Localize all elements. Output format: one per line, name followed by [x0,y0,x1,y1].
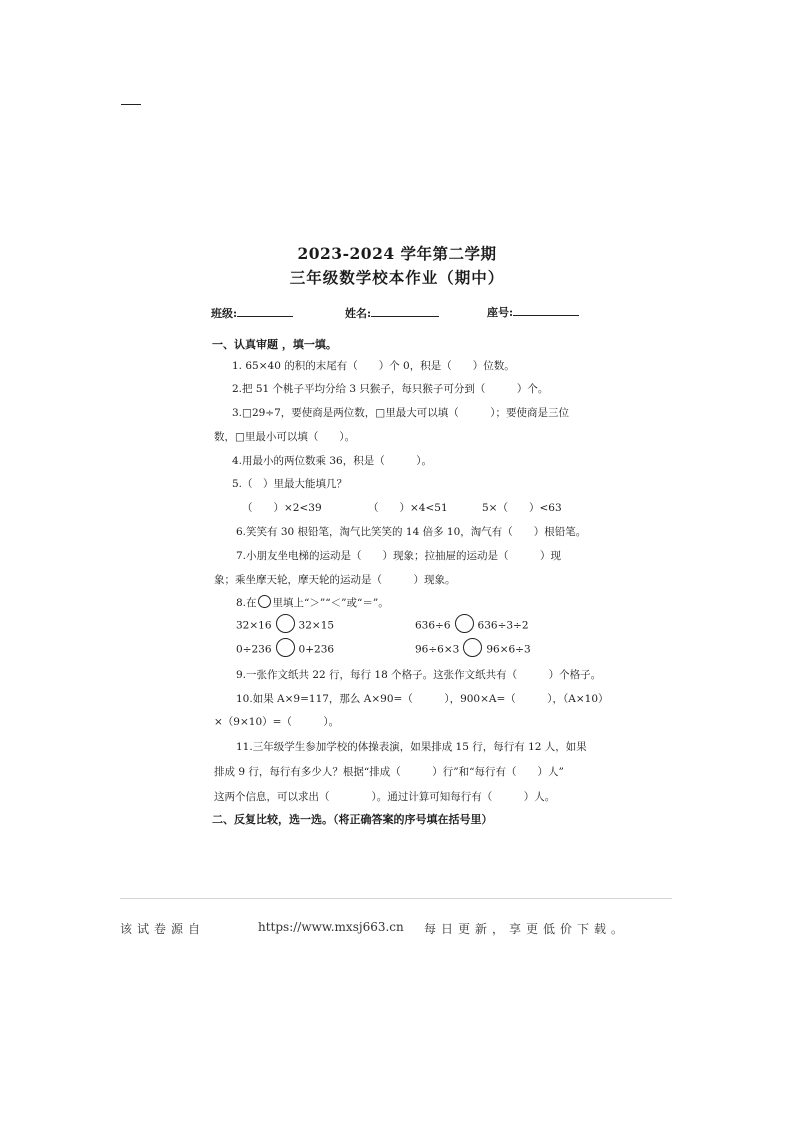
comparison-4-left: 96÷6×3 [415,643,460,656]
question-11-line2: 排成 9 行，每行有多少人？根据“排成（ ）行”和“每行有（ ）人” [214,766,564,778]
comparison-3-right: 0+236 [298,643,335,656]
question-4: 4.用最小的两位数乘 36，积是（ ）。 [232,455,432,467]
circle-icon [258,595,271,608]
question-5-item-b: （ ）×4<51 [368,502,448,514]
corner-mark [121,104,141,105]
question-8-suffix: 里填上“＞”“＜”或“＝”。 [272,597,389,609]
comparison-1 [236,618,334,633]
seat-field[interactable] [487,304,579,320]
comparison-3-circle[interactable] [276,638,295,657]
comparison-1-circle[interactable] [276,614,295,633]
class-blank[interactable] [237,307,293,317]
question-7-line1: 7.小朋友坐电梯的运动是（ ）现象；拉抽屉的运动是（ ）现 [236,550,562,562]
question-11-line1: 11.三年级学生参加学校的体操表演，如果排成 15 行，每行有 12 人，如果 [236,741,587,753]
seat-label: 座号: [487,306,514,319]
question-5: 5.（ ）里最大能填几？ [232,478,348,490]
question-8-prefix: 8.在 [236,597,257,609]
comparison-1-left: 32×16 [236,619,272,632]
comparison-2-circle[interactable] [455,614,474,633]
footer-source: 该试卷源自 [120,922,206,936]
question-10-line1: 10.如果 A×9=117，那么 A×90=（ ），900×A=（ ），（A×10） [236,693,609,705]
question-3-line2: 数，□里最小可以填（ ）。 [214,431,356,443]
section1-heading: 一、认真审题 ，填一填。 [212,338,337,351]
comparison-4 [415,642,531,657]
class-field[interactable] [211,305,293,321]
question-3-line1: 3.□29÷7，要使商是两位数，□里最大可以填（ ）；要使商是三位 [232,407,569,419]
name-label: 姓名: [345,307,372,320]
class-label: 班级: [211,307,238,320]
comparison-4-right: 96×6÷3 [486,643,531,656]
name-field[interactable] [345,305,439,321]
comparison-3-left: 0÷236 [236,643,272,656]
footer-url[interactable]: https://www.mxsj663.cn [258,920,404,934]
question-5-item-c: 5×（ ）<63 [482,502,562,514]
comparison-4-circle[interactable] [463,638,482,657]
question-5-item-a: （ ）×2<39 [242,502,322,514]
footer-divider [120,898,672,899]
section2-heading: 二、反复比较，选一选。（将正确答案的序号填在括号里） [212,813,493,826]
footer-slogan: 每日更新，享更低价下载。 [424,922,629,936]
question-2: 2.把 51 个桃子平均分给 3 只猴子，每只猴子可分到（ ）个。 [232,383,549,395]
seat-blank[interactable] [513,306,579,316]
question-8 [236,595,389,610]
page-subtitle: 三年级数学校本作业（期中） [289,268,505,287]
page-title: 2023-2024 学年第二学期 [297,244,497,263]
question-9: 9.一张作文纸共 22 行，每行 18 个格子。这张作文纸共有（ ）个格子。 [236,669,602,681]
comparison-2 [415,618,529,633]
comparison-3 [236,642,334,657]
question-11-line3: 这两个信息，可以求出（ ）。通过计算可知每行有（ ）人。 [214,791,556,803]
comparison-2-left: 636÷6 [415,619,451,632]
comparison-2-right: 636÷3÷2 [477,619,529,632]
question-6: 6.笑笑有 30 根铅笔，淘气比笑笑的 14 倍多 10，淘气有（ ）根铅笔。 [236,526,587,538]
question-1: 1. 65×40 的积的末尾有（ ）个 0，积是（ ）位数。 [232,360,515,372]
question-10-line2: ×（9×10）=（ ）。 [214,716,340,728]
question-7-line2: 象；乘坐摩天轮，摩天轮的运动是（ ）现象。 [214,574,456,586]
comparison-1-right: 32×15 [298,619,335,632]
name-blank[interactable] [371,307,439,317]
